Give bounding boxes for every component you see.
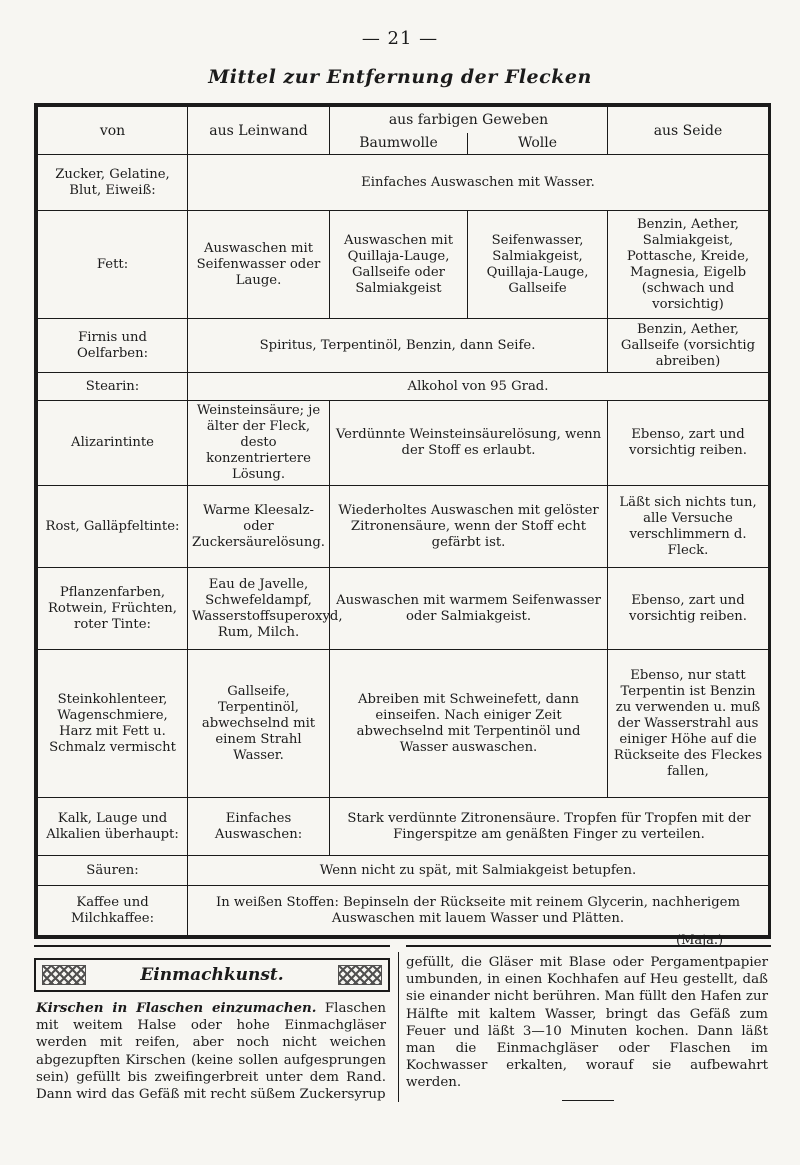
table-row <box>38 401 769 486</box>
stain-name: Zucker, Gelatine, Blut, Eiweiß: <box>38 155 188 211</box>
table-row <box>38 650 769 798</box>
table-row <box>38 319 769 373</box>
divider-rule <box>34 945 390 947</box>
remedy-cotton-wool: Abreiben mit Schweinefett, dann einseifen. Nach einiger Zeit abwechselnd mit Terpentinöl und Wasser auswaschen. <box>330 650 608 798</box>
remedy-all-fabrics: In weißen Stoffen: Bepinseln der Rückseite mit reinem Glycerin, nachherigem Auswaschen mit lauem Wasser und Plätten. <box>188 886 769 936</box>
remedy-seide: Läßt sich nichts tun, alle Versuche verschlimmern d. Fleck. <box>608 486 769 568</box>
remedy-seide: Benzin, Aether, Salmiakgeist, Pottasche, Kreide, Magnesia, Eigelb (schwach und vorsichtig) <box>608 211 769 319</box>
remedy-seide: Ebenso, nur statt Terpentin ist Benzin zu verwenden u. muß der Wasserstrahl aus einiger Höhe auf die Rückseite des Fleckes fallen, <box>608 650 769 798</box>
recipe-text-right-column: gefüllt, die Gläser mit Blase oder Pergamentpapier umbunden, in einen Kochhafen auf Heu gestellt, daß sie einander nicht berühren. Man füllt den Hafen zur Hälfte mit kaltem Wasser, bringt das Gefäß zum Feuer und läßt 3—10 Minuten kochen. Dann läßt man die Einmachgläser oder Flaschen im Kochwasser erkalten, worauf sie aufbewahrt werden. <box>406 955 768 1091</box>
table-row <box>38 856 769 886</box>
table-row <box>38 211 769 319</box>
recipe-title: Kirschen in Flaschen einzumachen. <box>36 1000 317 1016</box>
header-wolle: Wolle <box>468 133 608 155</box>
stain-name: Fett: <box>38 211 188 319</box>
end-rule <box>562 1100 614 1101</box>
remedy-baumwolle: Auswaschen mit Quillaja-Lauge, Gallseife oder Salmiakgeist <box>330 211 468 319</box>
remedy-cotton-wool: Verdünnte Weinsteinsäurelösung, wenn der Stoff es erlaubt. <box>330 401 608 486</box>
remedy-all-fabrics: Wenn nicht zu spät, mit Salmiakgeist betupfen. <box>188 856 769 886</box>
ornament-left-icon <box>42 965 86 985</box>
recipe-text-left-column <box>36 1000 386 1103</box>
stain-name: Firnis und Oelfarben: <box>38 319 188 373</box>
stain-name: Alizarintinte <box>38 401 188 486</box>
remedy-leinwand: Weinsteinsäure; je älter der Fleck, desto konzentriertere Lösung. <box>188 401 330 486</box>
stain-name: Kalk, Lauge und Alkalien überhaupt: <box>38 798 188 856</box>
stain-name: Rost, Galläpfeltinte: <box>38 486 188 568</box>
remedy-seide: Benzin, Aether, Gallseife (vorsichtig abreiben) <box>608 319 769 373</box>
remedy-leinwand: Eau de Javelle, Schwefeldampf, Wasserstoffsuperoxyd, Rum, Milch. <box>188 568 330 650</box>
header-von: von <box>38 107 188 155</box>
recipe-body-left: Flaschen mit weitem Halse oder hohe Einmachgläser werden mit reifen, aber noch nicht weichen abgezupften Kirschen (keine sollen aufgesprungen sein) gefüllt bis zweifingerbreit unter dem Rand. Dann wird das Gefäß mit recht süßem Zuckersyrup <box>36 1001 386 1103</box>
remedy-cotton-wool: Auswaschen mit warmem Seifenwasser oder Salmiakgeist. <box>330 568 608 650</box>
stain-name: Pflanzenfarben, Rotwein, Früchten, roter Tinte: <box>38 568 188 650</box>
header-farbige-gewebe: aus farbigen Geweben <box>330 107 608 133</box>
remedy-leinwand: Einfaches Auswaschen: <box>188 798 330 856</box>
page-number: — 21 — <box>361 28 439 49</box>
table-row <box>38 373 769 401</box>
section-heading: Einmachkunst. <box>140 965 284 985</box>
remedy-wolle: Seifenwasser, Salmiakgeist, Quillaja-Lauge, Gallseife <box>468 211 608 319</box>
header-leinwand: aus Leinwand <box>188 107 330 155</box>
remedy-all-fabrics: Einfaches Auswaschen mit Wasser. <box>188 155 769 211</box>
table-row <box>38 568 769 650</box>
ornament-right-icon <box>338 965 382 985</box>
remedy-all-fabrics: Alkohol von 95 Grad. <box>188 373 769 401</box>
remedy-seide: Ebenso, zart und vorsichtig reiben. <box>608 401 769 486</box>
header-baumwolle: Baumwolle <box>330 133 468 155</box>
column-divider <box>398 952 399 1102</box>
table-row <box>38 798 769 856</box>
section-heading-box <box>34 958 390 992</box>
table-row <box>38 886 769 936</box>
remedy-leinwand: Warme Kleesalz- oder Zuckersäurelösung. <box>188 486 330 568</box>
author-signature: (Maja.) <box>676 933 724 948</box>
stain-name: Säuren: <box>38 856 188 886</box>
stain-name: Stearin: <box>38 373 188 401</box>
remedy-leinwand: Gallseife, Terpentinöl, abwechselnd mit einem Strahl Wasser. <box>188 650 330 798</box>
stain-name: Steinkohlenteer, Wagenschmiere, Harz mit Fett u. Schmalz vermischt <box>38 650 188 798</box>
stain-removal-table <box>37 106 769 936</box>
divider-rule <box>406 945 771 947</box>
header-seide: aus Seide <box>608 107 769 155</box>
remedy-cotton-linen-wool: Spiritus, Terpentinöl, Benzin, dann Seife. <box>188 319 608 373</box>
stain-removal-table-frame <box>34 103 771 939</box>
table-row <box>38 155 769 211</box>
page-title: Mittel zur Entfernung der Flecken <box>208 66 592 88</box>
stain-name: Kaffee und Milchkaffee: <box>38 886 188 936</box>
remedy-cotton-wool: Wiederholtes Auswaschen mit gelöster Zitronensäure, wenn der Stoff echt gefärbt ist. <box>330 486 608 568</box>
remedy-seide: Ebenso, zart und vorsichtig reiben. <box>608 568 769 650</box>
remedy-leinwand: Auswaschen mit Seifenwasser oder Lauge. <box>188 211 330 319</box>
remedy-cotton-wool-silk: Stark verdünnte Zitronensäure. Tropfen für Tropfen mit der Fingerspitze am genäßten Finger zu verteilen. <box>330 798 769 856</box>
table-row <box>38 486 769 568</box>
